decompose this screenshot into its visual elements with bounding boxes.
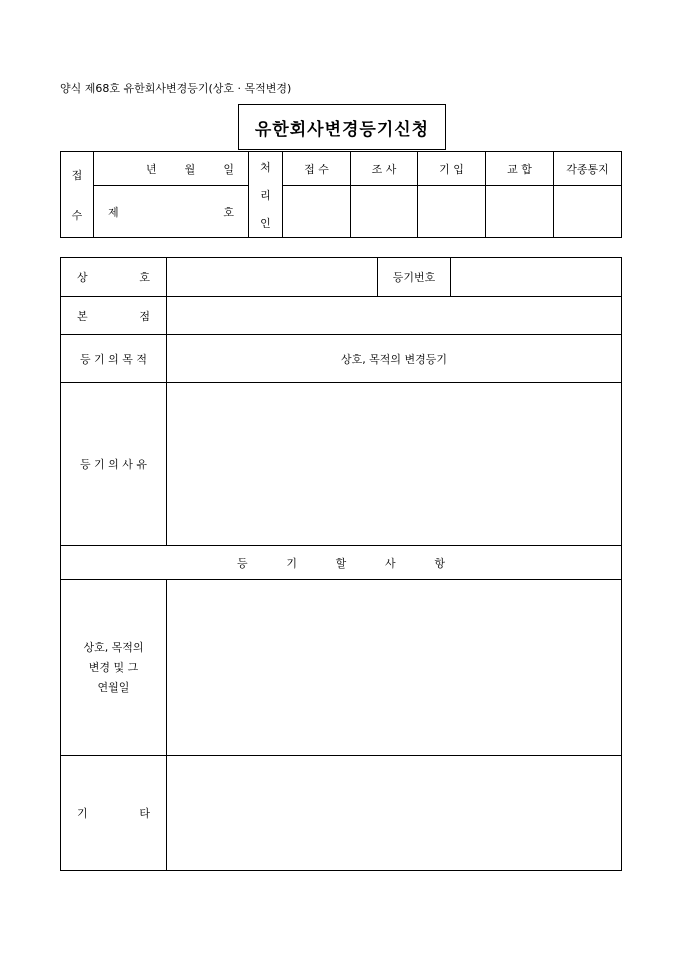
- change-label-line: 변경 및 그: [88, 660, 139, 674]
- day-label: 일: [223, 162, 234, 176]
- head-office-value[interactable]: [167, 297, 622, 335]
- registration-number-value[interactable]: [451, 258, 622, 297]
- head-office-label-2: 점: [139, 309, 150, 323]
- col-header-entry: 기 입: [418, 152, 486, 186]
- change-label: [61, 580, 167, 756]
- col-header-review: 조 사: [351, 152, 418, 186]
- registration-number-label: 등기번호: [378, 258, 451, 297]
- notices-sign-cell[interactable]: [554, 186, 622, 238]
- matters-header: [61, 546, 622, 580]
- year-label: 년: [146, 162, 157, 176]
- trade-name-label-2: 호: [139, 271, 150, 284]
- purpose-label: 등 기 의 목 적: [61, 335, 167, 383]
- other-label-1: 기: [77, 807, 88, 820]
- trade-name-label: [61, 258, 167, 297]
- col-header-notices: 각종통지: [554, 152, 622, 186]
- receipt-sign-cell[interactable]: [283, 186, 351, 238]
- processor-label-2: 리: [260, 188, 271, 202]
- head-office-label: [61, 297, 167, 335]
- other-label-2: 타: [139, 807, 150, 820]
- number-prefix-label: 제: [108, 205, 119, 219]
- review-sign-cell[interactable]: [351, 186, 418, 238]
- number-suffix-label: 호: [223, 205, 234, 219]
- reason-label: 등 기 의 사 유: [61, 383, 167, 546]
- receipt-label-cell: [61, 152, 94, 238]
- matters-header-char: 항: [434, 556, 445, 570]
- entry-sign-cell[interactable]: [418, 186, 486, 238]
- head-office-label-1: 본: [77, 309, 88, 323]
- processor-label-cell: [249, 152, 283, 238]
- processor-label-3: 인: [260, 216, 271, 230]
- receipt-date-cell[interactable]: [94, 152, 249, 186]
- reason-value[interactable]: [167, 383, 622, 546]
- col-header-check: 교 합: [486, 152, 554, 186]
- receipt-table: [60, 151, 622, 238]
- change-label-line: 상호, 목적의: [83, 640, 144, 654]
- form-number-label: 양식 제68호 유한회사변경등기(상호 · 목적변경): [60, 82, 292, 95]
- document-title: 유한회사변경등기신청: [238, 104, 446, 150]
- other-value[interactable]: [167, 756, 622, 871]
- purpose-value: 상호, 목적의 변경등기: [167, 335, 622, 383]
- trade-name-label-1: 상: [77, 271, 88, 284]
- receipt-number-cell[interactable]: [94, 186, 249, 238]
- change-value[interactable]: [167, 580, 622, 756]
- receipt-label-jeop: 접: [71, 168, 83, 182]
- trade-name-value[interactable]: [167, 258, 378, 297]
- receipt-label-su: 수: [71, 208, 83, 222]
- change-label-line: 연월일: [97, 680, 130, 694]
- col-header-receipt: 접 수: [283, 152, 351, 186]
- matters-header-char: 할: [335, 556, 347, 570]
- matters-header-char: 등: [237, 556, 248, 570]
- matters-header-char: 기: [286, 556, 297, 570]
- other-label: [61, 756, 167, 871]
- month-label: 월: [184, 162, 196, 176]
- application-table: [60, 257, 622, 871]
- check-sign-cell[interactable]: [486, 186, 554, 238]
- matters-header-char: 사: [384, 556, 396, 570]
- processor-label-1: 처: [260, 160, 271, 174]
